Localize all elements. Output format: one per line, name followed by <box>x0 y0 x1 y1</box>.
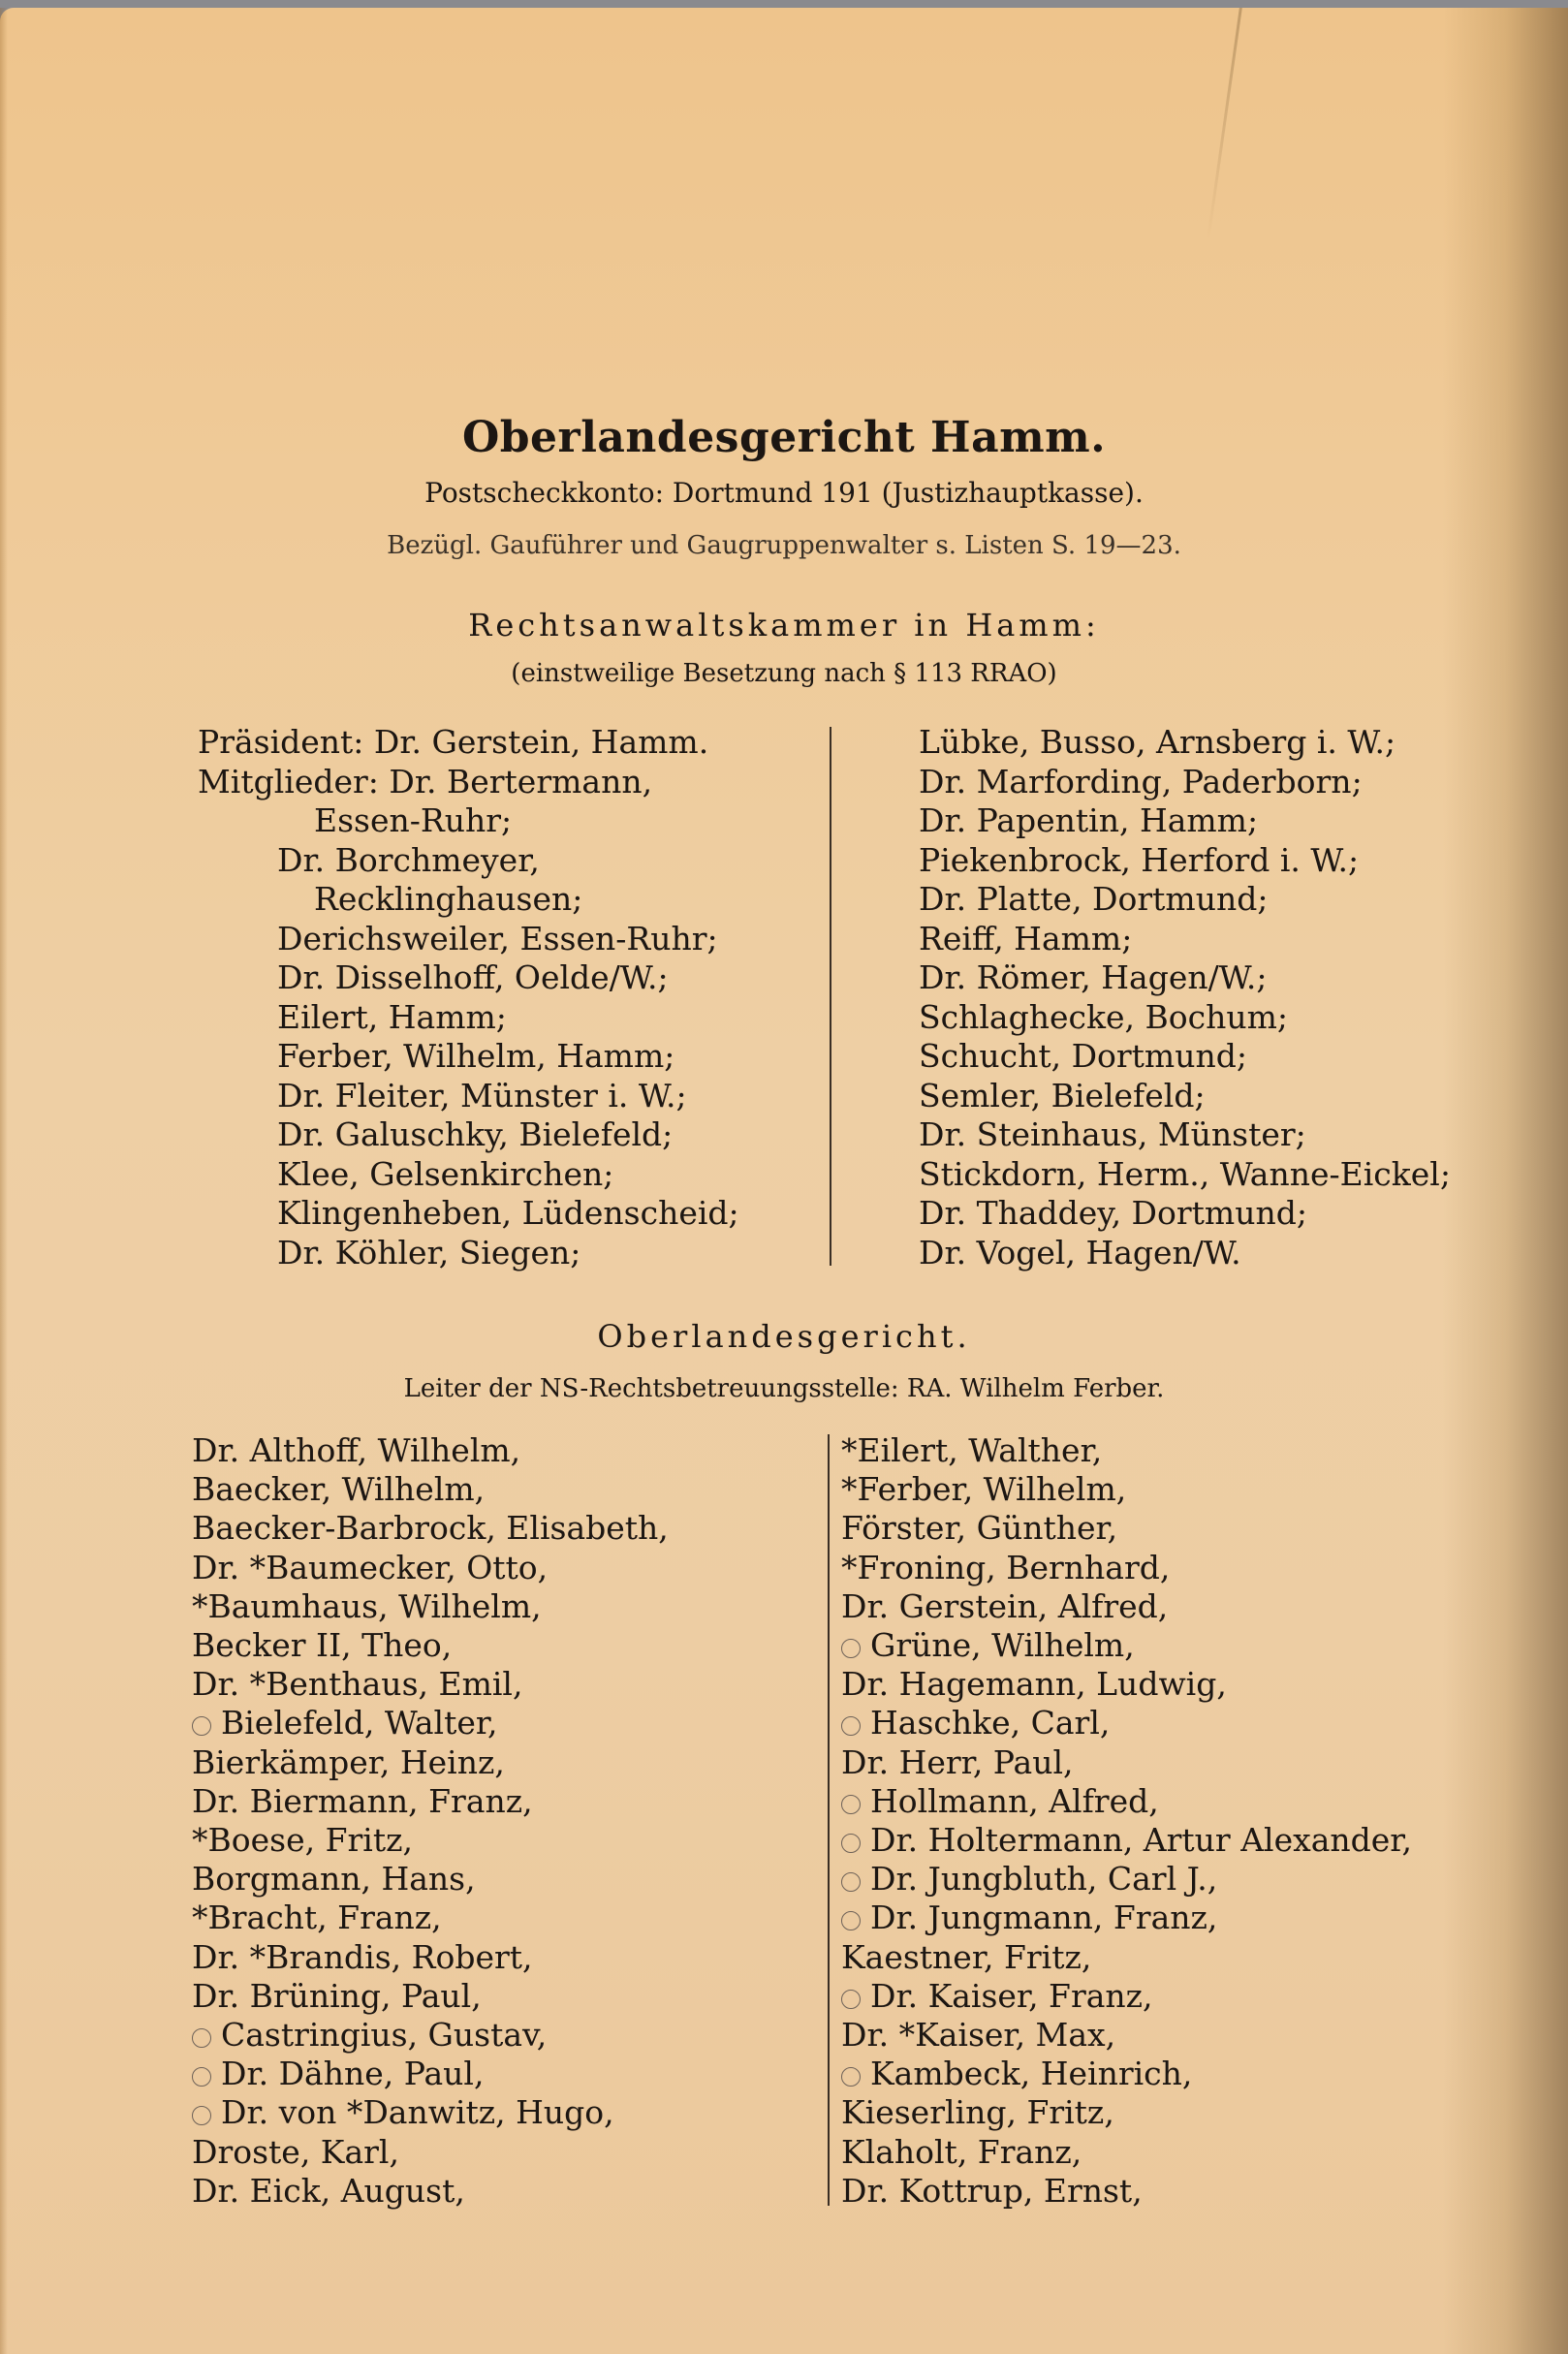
bar-association-left-column <box>198 723 739 1272</box>
circle-marker-icon <box>192 2028 211 2048</box>
lawyer-entry <box>192 2172 669 2211</box>
lawyer-name: Baecker-Barbrock, Elisabeth, <box>192 1509 669 1548</box>
lawyer-name: Bielefeld, Walter, <box>221 1704 498 1742</box>
lawyer-entry <box>841 2093 1412 2132</box>
lawyer-name: Haschke, Carl, <box>870 1704 1111 1742</box>
lawyer-name: Castringius, Gustav, <box>221 2016 548 2055</box>
lawyer-name: Kaestner, Fritz, <box>841 1937 1092 1976</box>
lawyer-entry <box>841 1977 1412 2016</box>
lawyer-name: Dr. Gerstein, Alfred, <box>841 1586 1169 1625</box>
circle-marker-icon <box>841 1795 861 1814</box>
members-line: Mitglieder: Dr. Bertermann, <box>198 762 653 800</box>
member-line: Dr. Papentin, Hamm; <box>919 801 1259 839</box>
lawyer-entry <box>192 2133 669 2172</box>
lawyer-name: *Froning, Bernhard, <box>841 1548 1171 1586</box>
circle-marker-icon <box>841 2067 861 2087</box>
bar-association-subheading: (einstweilige Besetzung nach § 113 RRAO) <box>511 659 1057 688</box>
member-line: Derichsweiler, Essen-Ruhr; <box>277 919 718 957</box>
lawyer-entry <box>192 1587 669 1626</box>
lawyer-name: *Boese, Fritz, <box>192 1821 413 1860</box>
lawyer-name: Borgmann, Hans, <box>192 1860 476 1899</box>
document-page <box>0 8 1568 2354</box>
member-line: Eilert, Hamm; <box>277 997 507 1036</box>
lawyer-entry <box>841 1743 1412 1782</box>
lawyer-name: Dr. Eick, August, <box>192 2171 465 2210</box>
lawyer-name: Dr. Kottrup, Ernst, <box>841 2171 1143 2210</box>
lawyer-entry <box>841 1899 1412 1937</box>
member-line: Piekenbrock, Herford i. W.; <box>919 840 1360 879</box>
member-line: Reiff, Hamm; <box>919 919 1133 957</box>
lawyer-name: Förster, Günther, <box>841 1509 1118 1548</box>
lawyer-entry <box>841 1704 1412 1742</box>
member-line: Semler, Bielefeld; <box>919 1076 1206 1114</box>
lawyer-entry <box>841 2016 1412 2055</box>
lawyer-entry <box>841 2172 1412 2211</box>
lawyer-entry <box>192 2055 669 2093</box>
lawyer-entry <box>192 2093 669 2132</box>
circle-marker-icon <box>841 1911 861 1930</box>
lawyer-name: Grüne, Wilhelm, <box>870 1626 1135 1665</box>
member-line: Recklinghausen; <box>314 880 583 918</box>
member-line: Klingenheben, Lüdenscheid; <box>277 1194 739 1232</box>
lawyer-name: Dr. Herr, Paul, <box>841 1742 1074 1781</box>
member-line: Schlaghecke, Bochum; <box>919 997 1288 1036</box>
court-right-column <box>841 1431 1412 2211</box>
circle-marker-icon <box>192 2106 211 2125</box>
circle-marker-icon <box>192 1716 211 1736</box>
court-heading: Oberlandesgericht. <box>597 1318 971 1355</box>
member-line: Schucht, Dortmund; <box>919 1037 1247 1075</box>
lawyer-entry <box>192 1431 669 1470</box>
member-line: Dr. Thaddey, Dortmund; <box>919 1194 1307 1232</box>
lawyer-entry <box>192 1626 669 1665</box>
member-line: Klee, Gelsenkirchen; <box>277 1154 614 1193</box>
circle-marker-icon <box>841 1834 861 1853</box>
circle-marker-icon <box>841 1872 861 1892</box>
lawyer-entry <box>192 1509 669 1548</box>
lawyer-name: Bierkämper, Heinz, <box>192 1742 505 1781</box>
lawyer-entry <box>192 1860 669 1899</box>
lawyer-entry <box>841 1821 1412 1860</box>
member-line: Stickdorn, Herm., Wanne-Eickel; <box>919 1154 1451 1193</box>
lawyer-entry <box>192 1704 669 1742</box>
column-divider <box>830 727 831 1266</box>
member-line: Dr. Vogel, Hagen/W. <box>919 1233 1241 1271</box>
lawyer-entry <box>841 2133 1412 2172</box>
lawyer-entry <box>192 2016 669 2055</box>
lawyer-entry <box>841 1587 1412 1626</box>
lawyer-entry <box>192 1821 669 1860</box>
lawyer-name: Klaholt, Franz, <box>841 2132 1082 2171</box>
reference-note: Bezügl. Gauführer und Gaugruppenwalter s. Listen S. 19—23. <box>387 531 1181 560</box>
member-line: Ferber, Wilhelm, Hamm; <box>277 1037 675 1075</box>
column-divider <box>828 1434 830 2206</box>
lawyer-entry <box>841 1782 1412 1821</box>
lawyer-name: Dr. *Baumecker, Otto, <box>192 1548 549 1586</box>
page-title: Oberlandesgericht Hamm. <box>461 413 1107 462</box>
lawyer-name: *Ferber, Wilhelm, <box>841 1470 1127 1509</box>
lawyer-name: Dr. *Kaiser, Max, <box>841 2016 1116 2055</box>
lawyer-name: Baecker, Wilhelm, <box>192 1470 486 1509</box>
lawyer-entry <box>841 1549 1412 1587</box>
member-line: Dr. Steinhaus, Münster; <box>919 1115 1306 1153</box>
lawyer-name: *Eilert, Walther, <box>841 1431 1103 1469</box>
member-line: Essen-Ruhr; <box>314 801 513 839</box>
court-subheading: Leiter der NS-Rechtsbetreuungsstelle: RA. Wilhelm Ferber. <box>403 1374 1165 1403</box>
member-line: Lübke, Busso, Arnsberg i. W.; <box>919 723 1396 761</box>
circle-marker-icon <box>841 1990 861 2009</box>
lawyer-name: Dr. Biermann, Franz, <box>192 1781 533 1820</box>
member-line: Dr. Marfording, Paderborn; <box>919 762 1363 800</box>
lawyer-entry <box>192 1665 669 1704</box>
member-line: Dr. Borchmeyer, <box>277 840 540 879</box>
member-line: Dr. Platte, Dortmund; <box>919 880 1269 918</box>
bar-association-right-column <box>919 723 1451 1272</box>
lawyer-name: Dr. von *Danwitz, Hugo, <box>221 2093 614 2132</box>
president-line: Präsident: Dr. Gerstein, Hamm. <box>198 723 709 761</box>
member-line: Dr. Galuschky, Bielefeld; <box>277 1115 674 1153</box>
lawyer-name: Dr. Dähne, Paul, <box>221 2055 485 2093</box>
lawyer-name: Dr. *Benthaus, Emil, <box>192 1665 523 1704</box>
page-crease <box>1207 8 1242 240</box>
lawyer-name: *Bracht, Franz, <box>192 1899 442 1937</box>
lawyer-entry <box>192 1938 669 1977</box>
lawyer-entry <box>192 1470 669 1509</box>
lawyer-entry <box>841 2055 1412 2093</box>
postscheck-account: Postscheckkonto: Dortmund 191 (Justizhauptkasse). <box>424 477 1144 509</box>
lawyer-entry <box>192 1977 669 2016</box>
lawyer-name: Dr. Althoff, Wilhelm, <box>192 1431 521 1469</box>
lawyer-name: Dr. *Brandis, Robert, <box>192 1937 533 1976</box>
circle-marker-icon <box>192 2067 211 2087</box>
lawyer-entry <box>841 1431 1412 1470</box>
member-line: Dr. Disselhoff, Oelde/W.; <box>277 958 669 996</box>
lawyer-name: Droste, Karl, <box>192 2132 399 2171</box>
lawyer-entry <box>192 1782 669 1821</box>
bar-association-heading: Rechtsanwaltskammer in Hamm: <box>468 607 1100 643</box>
lawyer-name: *Baumhaus, Wilhelm, <box>192 1586 542 1625</box>
member-line: Dr. Fleiter, Münster i. W.; <box>277 1076 687 1114</box>
member-line: Dr. Römer, Hagen/W.; <box>919 958 1268 996</box>
lawyer-name: Dr. Holtermann, Artur Alexander, <box>870 1821 1412 1860</box>
lawyer-entry <box>841 1860 1412 1899</box>
circle-marker-icon <box>841 1716 861 1736</box>
lawyer-entry <box>841 1509 1412 1548</box>
lawyer-entry <box>841 1938 1412 1977</box>
lawyer-entry <box>841 1626 1412 1665</box>
lawyer-name: Hollmann, Alfred, <box>870 1781 1159 1820</box>
circle-marker-icon <box>841 1639 861 1658</box>
lawyer-name: Kambeck, Heinrich, <box>870 2055 1193 2093</box>
lawyer-entry <box>841 1665 1412 1704</box>
lawyer-name: Dr. Jungmann, Franz, <box>870 1899 1218 1937</box>
lawyer-name: Dr. Jungbluth, Carl J., <box>870 1860 1218 1899</box>
lawyer-name: Kieserling, Fritz, <box>841 2093 1114 2132</box>
lawyer-name: Dr. Hagemann, Ludwig, <box>841 1665 1227 1704</box>
lawyer-name: Dr. Brüning, Paul, <box>192 1976 482 2015</box>
member-line: Dr. Köhler, Siegen; <box>277 1233 581 1271</box>
lawyer-entry <box>192 1899 669 1937</box>
court-left-column <box>192 1431 669 2211</box>
lawyer-name: Dr. Kaiser, Franz, <box>870 1976 1153 2015</box>
lawyer-entry <box>192 1549 669 1587</box>
lawyer-name: Becker II, Theo, <box>192 1626 453 1665</box>
lawyer-entry <box>192 1743 669 1782</box>
lawyer-entry <box>841 1470 1412 1509</box>
